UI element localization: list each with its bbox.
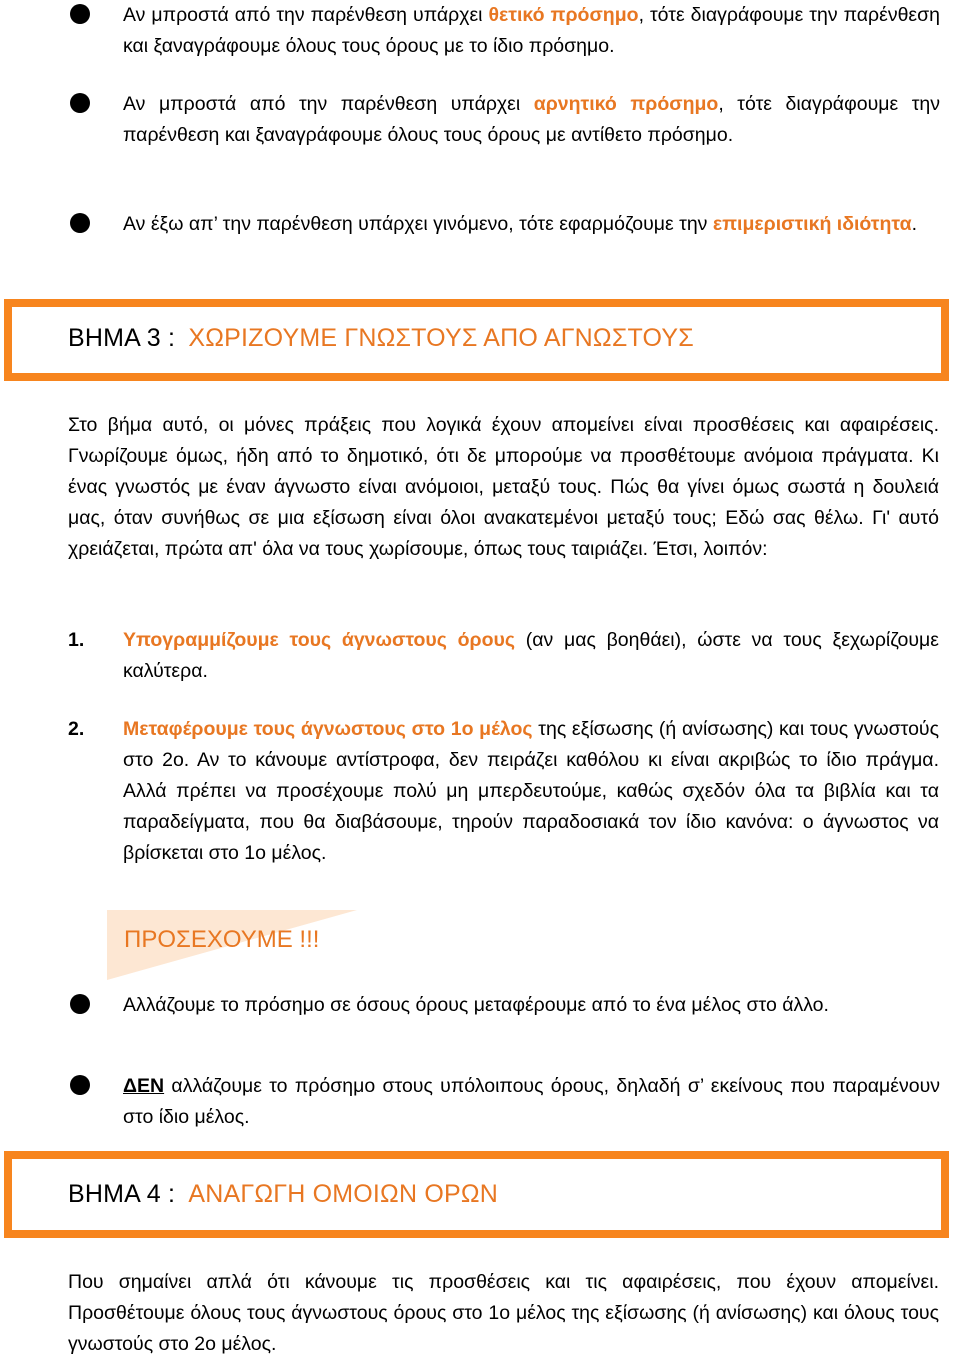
bullet-text: Αν μπροστά από την παρένθεση υπάρχει θετικό πρόσημο, τότε διαγράφουμε την παρένθεση και ξαναγράφουμε όλους τους όρους με το ίδιο πρόσημο. [123,4,940,57]
step4-paragraph: Που σημαίνει απλά ότι κάνουμε τις προσθέσεις και τις αφαιρέσεις, που έχουν απομείνει. Προσθέτουμε όλους τους άγνωστους όρους στο 1ο μέλος της εξίσωσης (ή ανίσωσης) και όλους τους γνωστούς στο 2ο μέλος. [68,1271,939,1355]
bullet-text: Αλλάζουμε το πρόσημο σε όσους όρους μεταφέρουμε από το ένα μέλος στο άλλο. [123,994,829,1016]
bullet-icon [70,93,90,113]
numbered-item-1 [68,625,939,687]
step3-label: ΒΗΜΑ 3 : [68,324,176,352]
highlight-text: θετικό πρόσημο [488,4,639,26]
step3-paragraph: Στο βήμα αυτό, οι μόνες πράξεις που λογικά έχουν απομείνει είναι προσθέσεις και αφαιρέσεις. Γνωρίζουμε όμως, ήδη από το δημοτικό, ότι δε μπορούμε να προσθέτουμε ανόμοια πράγματα. Κι ένας γνωστός με έναν άγνωστο είναι ανόμοιοι, μεταξύ τους. Πώς θα γίνει όμως σωστά η δουλειά μας, όταν συνήθως σε μια εξίσωση είναι όλοι ανακατεμένοι μεταξύ τους; Εδώ σας θέλω. Γι' αυτό χρειάζεται, πρώτα απ' όλα να τους χωρίσουμε, όπως τους ταιριάζει. Έτσι, λοιπόν: [68,414,939,560]
bullet-item-negative-sign [70,89,940,151]
bullet-item-change-sign [70,990,940,1021]
highlight-text: επιμεριστική ιδιότητα [712,213,912,235]
numbered-item-2 [68,714,939,869]
emphasis-text: ΔΕΝ [123,1075,165,1097]
step4-label: ΒΗΜΑ 4 : [68,1180,176,1208]
step3-title: ΧΩΡΙΖΟΥΜΕ ΓΝΩΣΤΟΥΣ ΑΠΟ ΑΓΝΩΣΤΟΥΣ [188,324,694,352]
numbered-text: Υπογραμμίζουμε τους άγνωστους όρους (αν μας βοηθάει), ώστε να τους ξεχωρίζουμε καλύτερα. [123,629,939,682]
bullet-text: ΔΕΝ αλλάζουμε το πρόσημο στους υπόλοιπους όρους, δηλαδή σ’ εκείνους που παραμένουν στο ίδιο μέλος. [123,1075,940,1128]
step3-heading [68,324,694,353]
caution-heading: ΠΡΟΣΕΧΟΥΜΕ !!! [124,926,320,953]
bullet-icon [70,1075,90,1095]
bullet-icon [70,213,90,233]
step4-title: ΑΝΑΓΩΓΗ ΟΜΟΙΩΝ ΟΡΩΝ [188,1180,499,1208]
highlight-text: Μεταφέρουμε τους άγνωστους στο 1ο μέλος [123,718,533,740]
bullet-icon [70,4,90,24]
number-label: 1. [68,629,85,651]
step4-heading [68,1180,498,1209]
bullet-item-positive-sign [70,0,940,62]
bullet-text: Αν έξω απ’ την παρένθεση υπάρχει γινόμενο, τότε εφαρμόζουμε την επιμεριστική ιδιότητα. [123,213,917,235]
bullet-text: Αν μπροστά από την παρένθεση υπάρχει αρνητικό πρόσημο, τότε διαγράφουμε την παρένθεση και ξαναγράφουμε όλους τους όρους με αντίθετο πρόσημο. [123,93,940,146]
bullet-item-keep-sign [70,1071,940,1133]
highlight-text: αρνητικό πρόσημο [533,93,719,115]
number-label: 2. [68,718,85,740]
bullet-icon [70,994,90,1014]
numbered-text: Μεταφέρουμε τους άγνωστους στο 1ο μέλος της εξίσωσης (ή ανίσωσης) και τους γνωστούς στο 2ο. Αν το κάνουμε αντίστροφα, δεν πειράζει καθόλου κι είναι ακριβώς το ίδιο πράγμα. Αλλά πρέπει να προσέχουμε πολύ μη μπερδευτούμε, καθώς σχεδόν όλα τα βιβλία και τα παραδείγματα, που θα διαβάσουμε, τηρούν παραδοσιακά τον ίδιο κανόνα: ο άγνωστος να βρίσκεται στο 1ο μέλος. [123,718,939,864]
bullet-item-product [70,209,940,240]
highlight-text: Υπογραμμίζουμε τους άγνωστους όρους [123,629,515,651]
